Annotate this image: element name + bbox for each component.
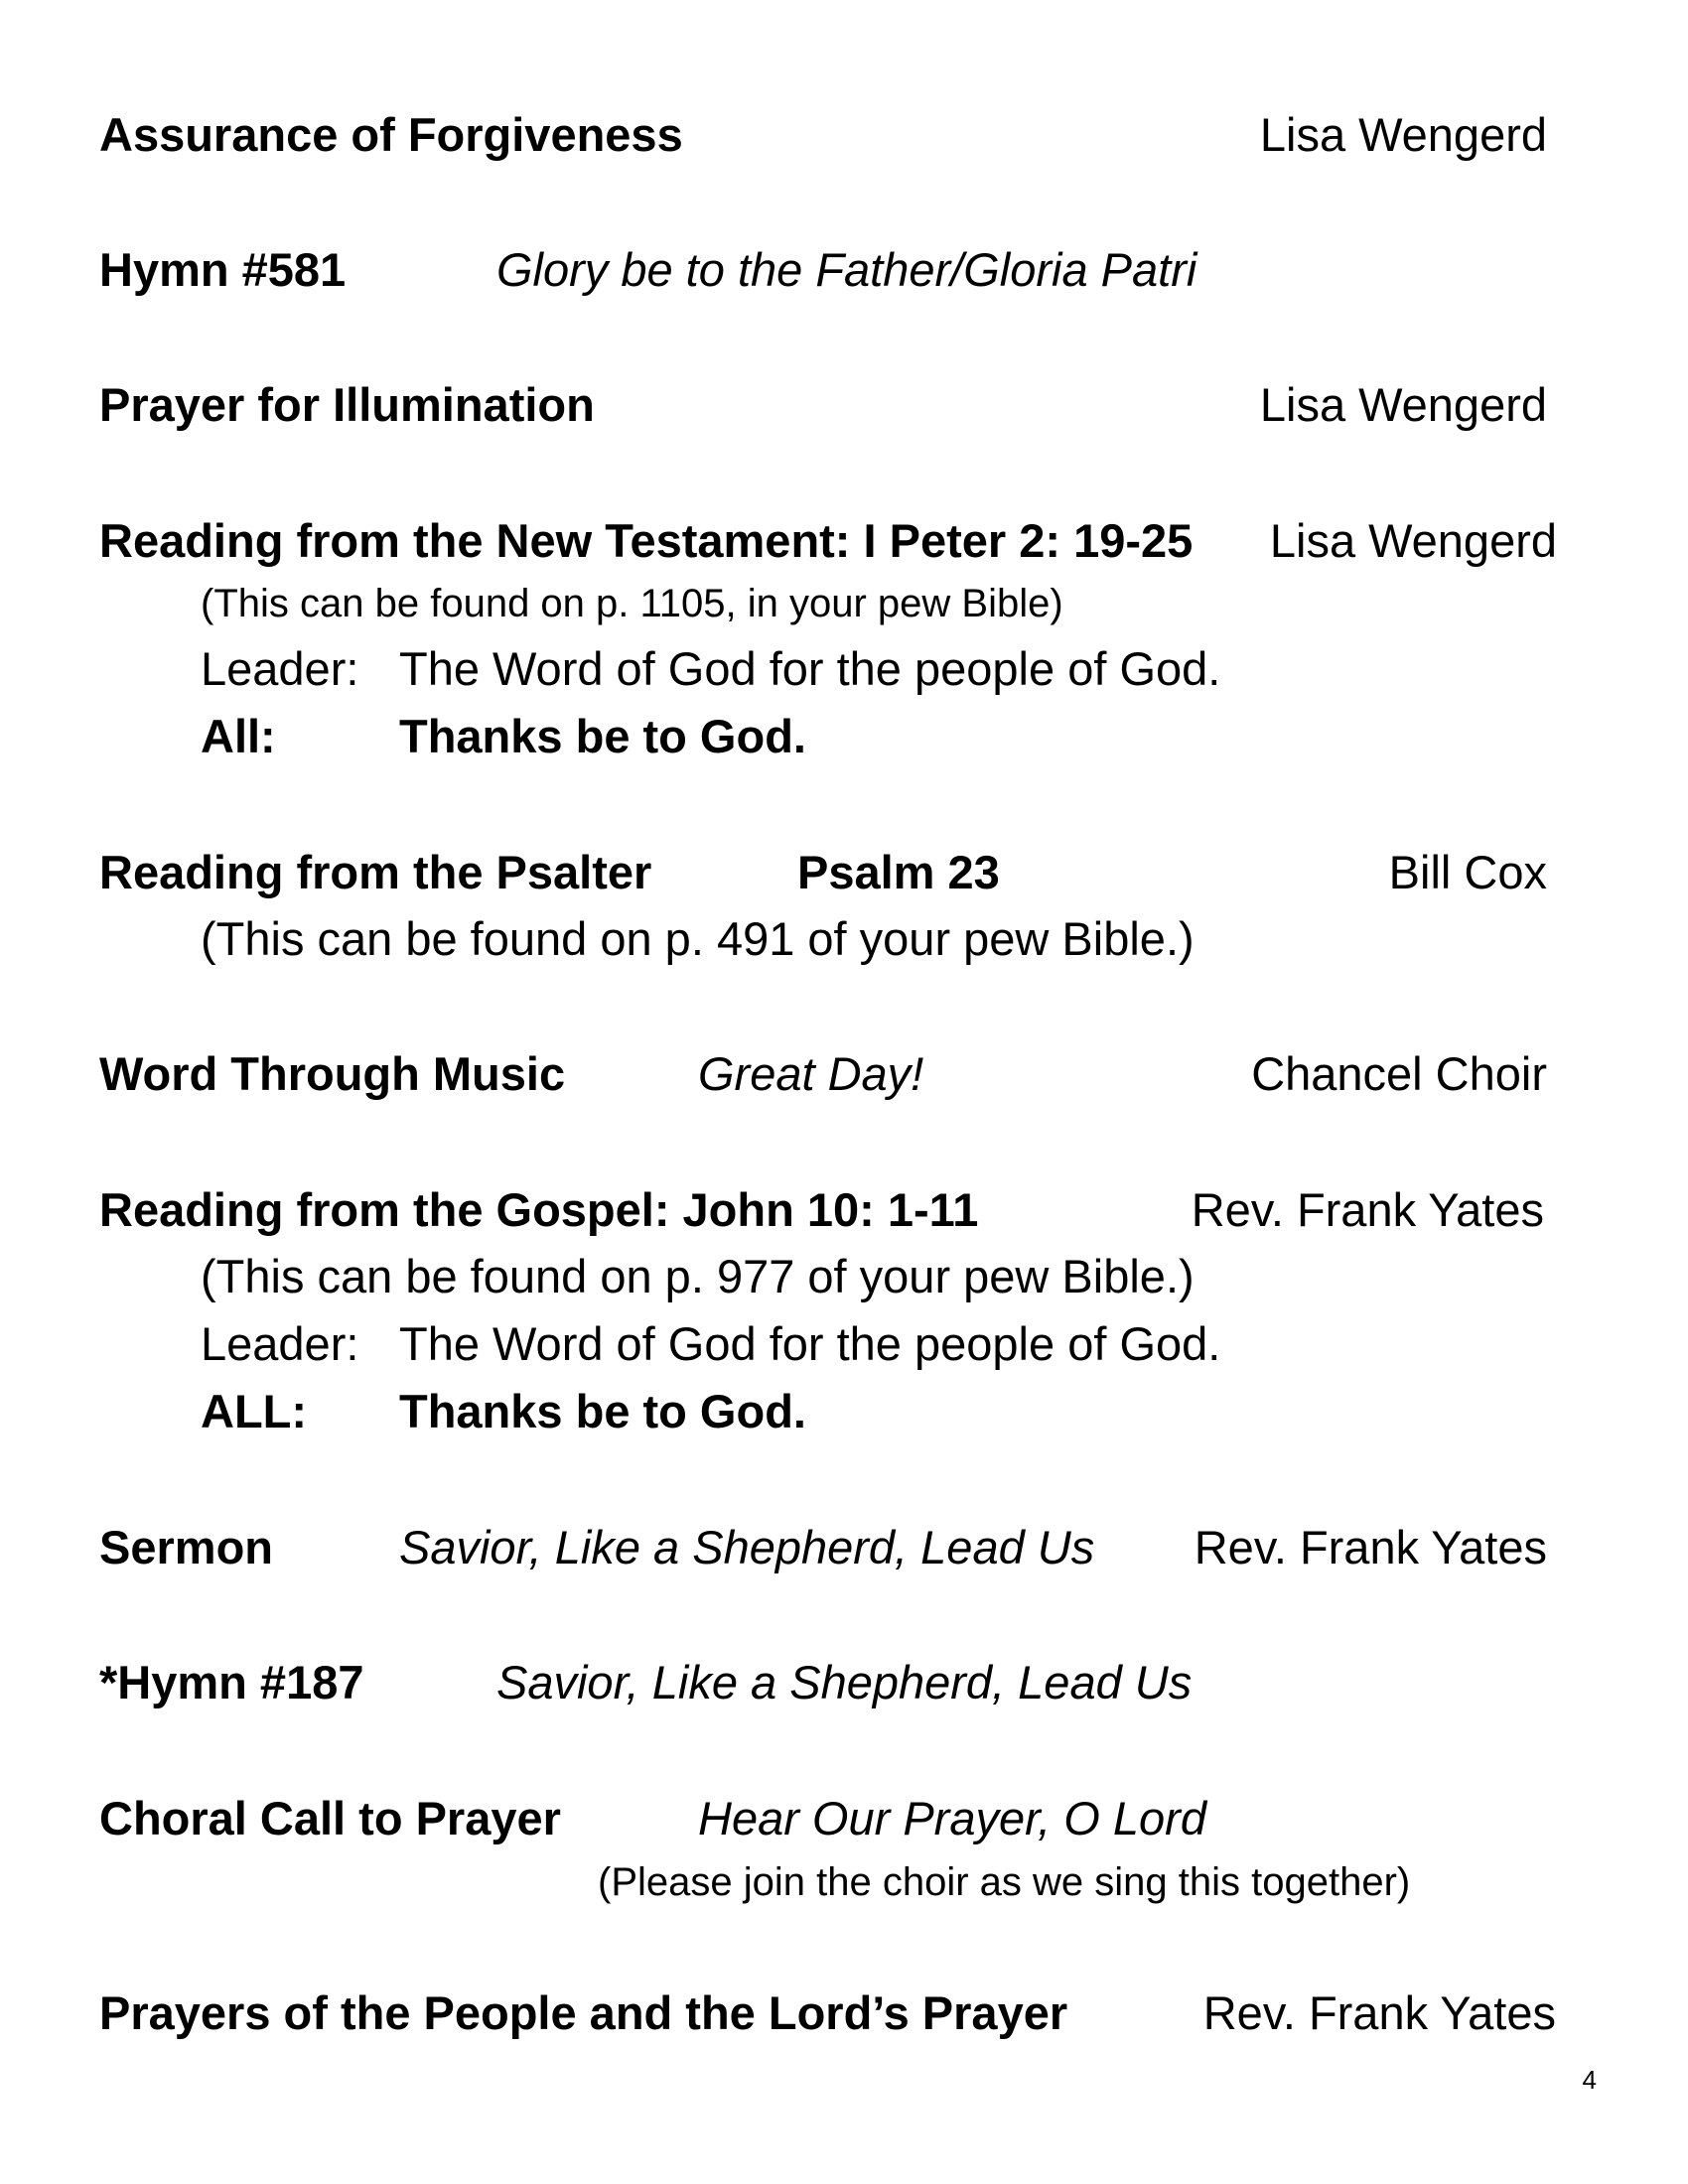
new-testament-all-label: All: — [201, 710, 276, 762]
prayers-title: Prayers of the People and the Lord’s Prayer — [99, 1986, 1068, 2039]
assurance-leader: Lisa Wengerd — [1259, 108, 1547, 161]
sermon-title: Savior, Like a Shepherd, Lead Us — [399, 1521, 1095, 1573]
gospel-all-response: Thanks be to God. — [399, 1385, 806, 1437]
gospel-leader-label: Leader: — [201, 1317, 359, 1370]
illumination-leader: Lisa Wengerd — [1259, 378, 1547, 431]
hymn-581-label: Hymn #581 — [99, 243, 347, 296]
gospel-title: Reading from the Gospel: John 10: 1-11 — [99, 1183, 979, 1236]
music-leader: Chancel Choir — [1251, 1047, 1547, 1100]
page-number: 4 — [1582, 2065, 1597, 2095]
gospel-note: (This can be found on p. 977 of your pew Bible.) — [201, 1250, 1195, 1302]
choral-call-note: (Please join the choir as we sing this together) — [598, 1860, 1411, 1904]
choral-call-title: Choral Call to Prayer — [99, 1792, 561, 1844]
sermon-leader: Rev. Frank Yates — [1194, 1521, 1547, 1573]
hymn-187-label: *Hymn #187 — [99, 1656, 364, 1708]
new-testament-leader: Lisa Wengerd — [1269, 514, 1557, 567]
prayers-leader: Rev. Frank Yates — [1202, 1986, 1556, 2039]
gospel-all-label: ALL: — [201, 1385, 308, 1437]
hymn-581-title: Glory be to the Father/Gloria Patri — [496, 243, 1197, 296]
sermon-label: Sermon — [99, 1521, 273, 1573]
new-testament-note: (This can be found on p. 1105, in your pew Bible) — [201, 582, 1063, 625]
psalter-psalm: Psalm 23 — [797, 846, 1000, 898]
new-testament-leader-response: The Word of God for the people of God. — [399, 642, 1221, 695]
music-title: Word Through Music — [99, 1047, 566, 1100]
gospel-leader: Rev. Frank Yates — [1191, 1183, 1544, 1236]
new-testament-leader-label: Leader: — [201, 642, 359, 695]
psalter-note: (This can be found on p. 491 of your pew Bible.) — [201, 912, 1195, 965]
assurance-title: Assurance of Forgiveness — [99, 108, 683, 161]
illumination-title: Prayer for Illumination — [99, 378, 595, 431]
psalter-title: Reading from the Psalter — [99, 846, 652, 898]
music-piece: Great Day! — [698, 1047, 924, 1100]
choral-call-piece: Hear Our Prayer, O Lord — [698, 1792, 1206, 1844]
new-testament-all-response: Thanks be to God. — [399, 710, 806, 762]
hymn-187-title: Savior, Like a Shepherd, Lead Us — [496, 1656, 1193, 1708]
psalter-leader: Bill Cox — [1388, 846, 1547, 898]
gospel-leader-response: The Word of God for the people of God. — [399, 1317, 1221, 1370]
new-testament-title: Reading from the New Testament: I Peter 2: 19-25 — [99, 514, 1194, 567]
